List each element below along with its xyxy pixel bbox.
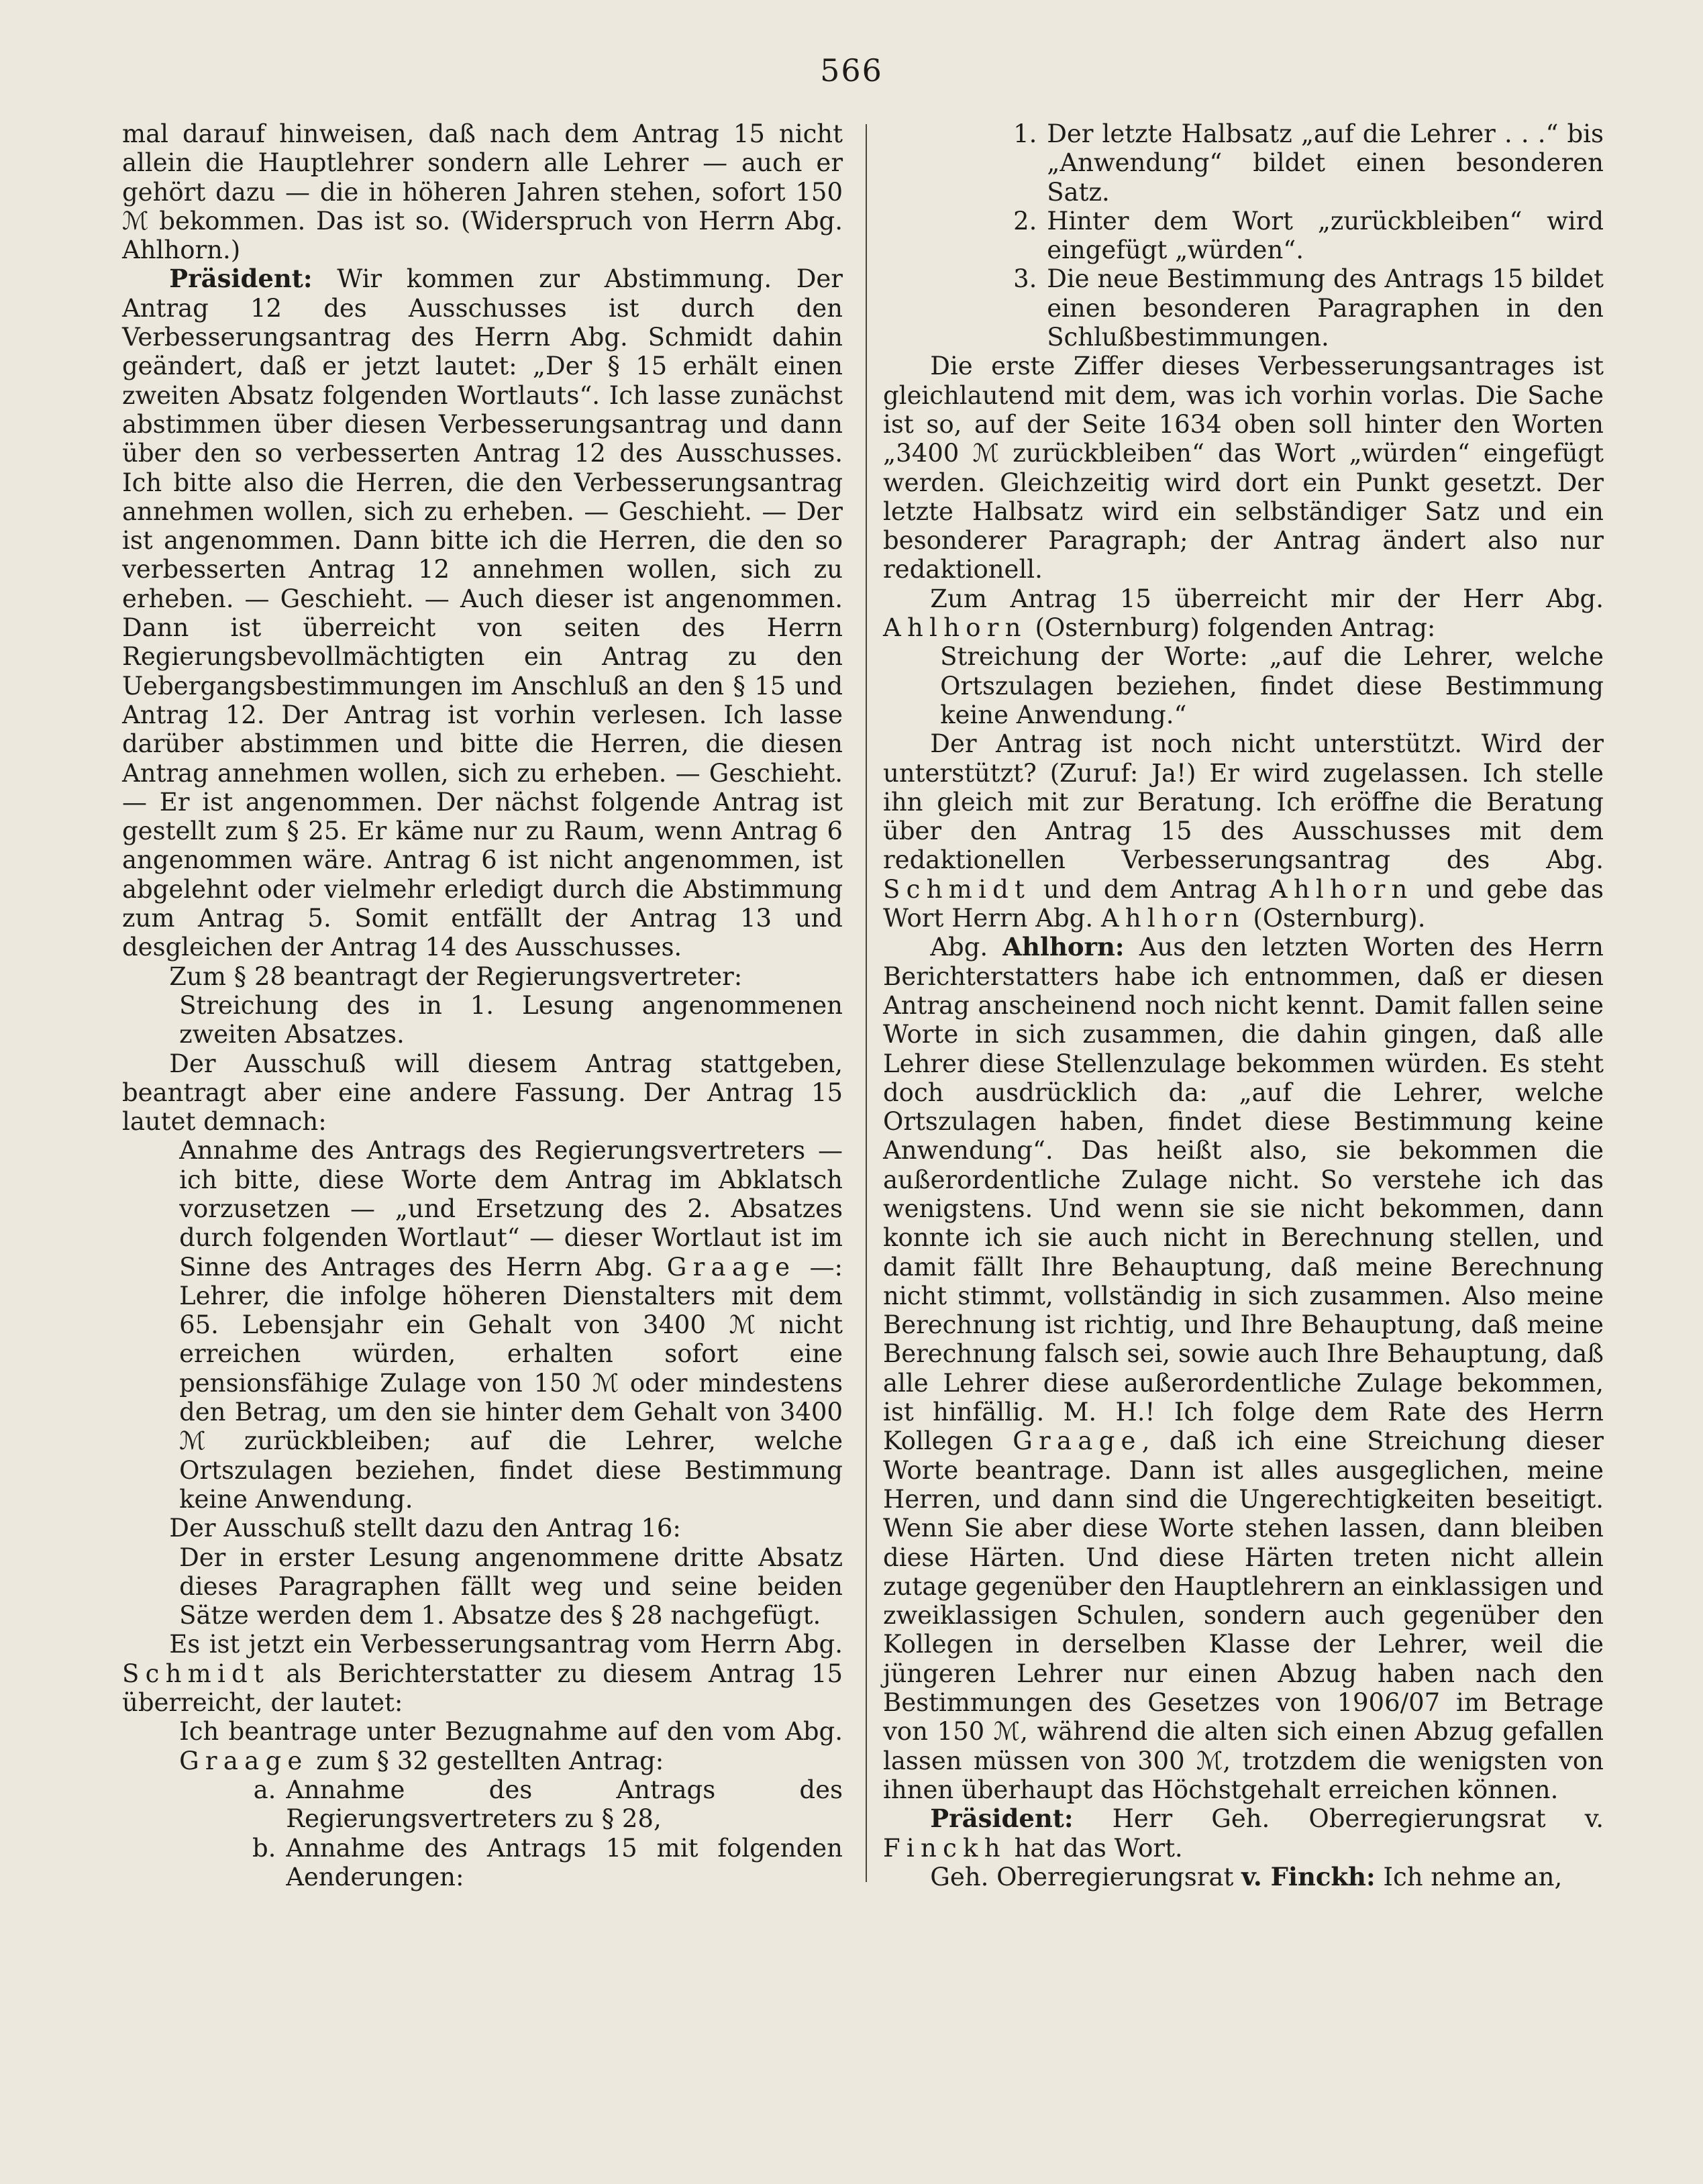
quoted-motion [179,1136,843,1514]
speaker-name: Präsident: [930,1804,1074,1834]
paragraph [883,1804,1604,1863]
paragraph: Zum § 28 beantragt der Regierungsvertreter: [169,961,743,991]
paragraph-text: und gebe das Wort Herrn Abg. [883,874,1604,933]
spaced-name: Ahlhorn [1100,904,1245,933]
spaced-name: Finckh [883,1833,1007,1863]
column-divider [866,124,867,1882]
paragraph-text: Geh. Oberregierungsrat [930,1862,1242,1891]
paragraph [883,1863,1604,1891]
quoted-motion [179,1717,843,1775]
list-label: b. [252,1833,276,1863]
paragraph [883,584,1604,643]
right-column [883,119,1604,1891]
spaced-name: Graage [179,1746,309,1775]
paragraph-text: und dem Antrag [1031,874,1270,904]
spaced-name: Ahlhorn [883,613,1027,643]
speaker-name: Ahlhorn: [1002,932,1125,962]
list-item [990,119,1604,207]
list-label: 1. [1013,119,1037,148]
paragraph-text: Zum Antrag 15 überreicht mir der Herr Abg. [930,584,1604,613]
paragraph-text: als Berichterstatter zu diesem Antrag 15 überreicht, der lautet: [122,1659,843,1718]
list-item [990,207,1604,265]
paragraph-text: Der Antrag ist noch nicht unterstützt. Wird der unterstützt? (Zuruf: Ja!) Er wird zugelassen. Ich stelle ihn gleich mit zur Beratung. Ich eröffne die Beratung über den Antrag 15 des Ausschusses mit dem redaktionellen Verbesserungsantrag des Abg. [883,729,1604,875]
paragraph-text: Ich nehme an, [1375,1862,1563,1891]
left-column [122,119,843,1891]
list-label: 2. [1013,206,1037,236]
paragraph-text: hat das Wort. [1006,1833,1183,1863]
list-item [229,1834,843,1892]
list-label: 3. [1013,264,1037,294]
paragraph-text: zum § 32 gestellten Antrag: [308,1746,664,1775]
speaker-name: v. Finckh: [1241,1861,1376,1891]
list-text: Annahme des Antrags des Regierungsvertreters zu § 28, [286,1775,843,1834]
quoted-motion: Streichung der Worte: „auf die Lehrer, welche Ortszulagen beziehen, findet diese Bestimmung keine Anwendung.“ [940,642,1604,729]
paragraph-text: —: Lehrer, die infolge höheren Dienstalters mit dem 65. Lebensjahr ein Gehalt von 3400 ℳ nicht erreichen würden, erhalten sofort eine pensionsfähige Zulage von 150 ℳ oder mindestens den Betrag, um den sie hinter dem Gehalt von 3400 ℳ zurückbleiben; auf die Lehrer, welche Ortszulagen beziehen, findet diese Bestimmung keine Anwendung. [179,1252,843,1514]
paragraph-text: Abg. [930,933,1003,962]
page-number: 566 [820,52,883,89]
paragraph-text: (Osternburg) folgenden Antrag: [1027,613,1436,643]
list-text: Der letzte Halbsatz „auf die Lehrer . . .“ bis „Anwendung“ bildet einen besonderen Satz. [1047,119,1604,207]
quoted-motion: Der in erster Lesung angenommene dritte Absatz dieses Paragraphen fällt weg und seine beiden Sätze werden dem 1. Absatze des § 28 nachgefügt. [179,1543,843,1630]
paragraph: Die erste Ziffer dieses Verbesserungsantrages ist gleichlautend mit dem, was ich vorhin vorlas. Die Sache ist so, auf der Seite 1634 oben soll hinter den Worten „3400 ℳ zurückbleiben“ das Wort „würden“ eingefügt werden. Gleichzeitig wird dort ein Punkt gesetzt. Der letzte Halbsatz wird ein selbständiger Satz und ein besonderer Paragraph; der Antrag ändert also nur redaktionell. [883,352,1604,584]
paragraph-text: Es ist jetzt ein Verbesserungsantrag vom Herrn Abg. [169,1630,843,1659]
paragraph: Der Ausschuß will diesem Antrag stattgeben, beantragt aber eine andere Fassung. Der Antrag 15 lautet demnach: [122,1049,843,1137]
paragraph-text: Annahme des Antrags des Regierungsvertreters — ich bitte, diese Worte dem Antrag im Abklatsch vorzusetzen — „und Ersetzung des 2. Absatzes durch folgenden Wortlaut“ — dieser Wortlaut ist im Sinne des Antrages des Herrn Abg. [179,1136,843,1282]
spaced-name: Ahlhorn [1269,874,1414,904]
paragraph [122,1630,843,1717]
paragraph-text: Herr Geh. Oberregierungsrat v. [1073,1804,1604,1834]
list-text: Annahme des Antrags 15 mit folgenden Aenderungen: [286,1833,843,1891]
paragraph-text: Ich beantrage unter Bezugnahme auf den vom Abg. [179,1717,843,1747]
paragraph [883,933,1604,1804]
spaced-name: Graage [666,1252,796,1282]
list-label: a. [253,1775,276,1804]
paragraph-text: (Osternburg). [1245,904,1426,933]
list-text: Die neue Bestimmung des Antrags 15 bildet einen besonderen Paragraphen in den Schlußbestimmungen. [1047,264,1604,352]
spaced-name: Graage [1013,1426,1142,1456]
quoted-motion: Streichung des in 1. Lesung angenommenen zweiten Absatzes. [179,990,843,1049]
list-item [229,1775,843,1834]
paragraph: mal darauf hinweisen, daß nach dem Antrag 15 nicht allein die Hauptlehrer sondern alle Lehrer — auch er gehört dazu — die in höheren Jahren stehen, sofort 150 ℳ bekommen. Das ist so. (Widerspruch von Herrn Abg. Ahlhorn.) [122,119,843,265]
list-text: Hinter dem Wort „zurückbleiben“ wird eingefügt „würden“. [1047,206,1604,265]
paragraph [122,264,843,961]
paragraph [883,729,1604,933]
paragraph: Der Ausschuß stellt dazu den Antrag 16: [169,1514,681,1543]
list-item [990,264,1604,352]
spaced-name: Schmidt [883,874,1031,904]
paragraph-text: Wir kommen zur Abstimmung. Der Antrag 12 des Ausschusses ist durch den Verbesserungsantrag des Herrn Abg. Schmidt dahin geändert, daß er jetzt lautet: „Der § 15 erhält einen zweiten Absatz folgenden Wortlauts“. Ich lasse zunächst abstimmen über diesen Verbesserungsantrag und dann über den so verbesserten Antrag 12 des Ausschusses. Ich bitte also die Herren, die den Verbesserungsantrag annehmen wollen, sich zu erheben. — Geschieht. — Der ist angenommen. Dann bitte ich die Herren, die den so verbesserten Antrag 12 annehmen wollen, sich zu erheben. — Geschieht. — Auch dieser ist angenommen. Dann ist überreicht von seiten des Herrn Regierungsbevollmächtigten ein Antrag zu den Uebergangsbestimmungen im Anschluß an den § 15 und Antrag 12. Der Antrag ist vorhin verlesen. Ich lasse darüber abstimmen und bitte die Herren, die diesen Antrag annehmen wollen, sich zu erheben. — Geschieht. — Er ist angenommen. Der nächst folgende Antrag ist gestellt zum § 25. Er käme nur zu Raum, wenn Antrag 6 angenommen wäre. Antrag 6 ist nicht angenommen, ist abgelehnt oder vielmehr erledigt durch die Abstimmung zum Antrag 5. Somit entfällt der Antrag 13 und desgleichen der Antrag 14 des Ausschusses. [122,264,843,962]
paragraph-text: Aus den letzten Worten des Herrn Berichterstatters habe ich entnommen, daß er diesen Antrag anscheinend noch nicht kennt. Damit fallen seine Worte in sich zusammen, die dahin gingen, daß alle Lehrer diese Stellenzulage bekommen würden. Es steht doch ausdrücklich da: „auf die Lehrer, welche Ortszulagen haben, findet diese Bestimmung keine Anwendung“. Das heißt also, sie bekommen die außerordentliche Zulage nicht. So verstehe ich das wenigstens. Und wenn sie sie nicht bekommen, dann konnte ich sie auch nicht in Berechnung stellen, und damit fällt Ihre Behauptung, daß meine Berechnung nicht stimmt, vollständig in sich zusammen. Also meine Berechnung ist richtig, und Ihre Behauptung, daß meine Berechnung falsch sei, sowie auch Ihre Behauptung, daß alle Lehrer diese außerordentliche Zulage bekommen, ist hinfällig. M. H.! Ich folge dem Rate des Herrn Kollegen [883,933,1604,1456]
paragraph-text: , daß ich eine Streichung dieser Worte beantrage. Dann ist alles ausgeglichen, meine Herren, und dann sind die Ungerechtigkeiten beseitigt. Wenn Sie aber diese Worte stehen lassen, dann bleiben diese Härten. Und diese Härten treten nicht allein zutage gegenüber den Hauptlehrern an einklassigen und zweiklassigen Schulen, sondern auch gegenüber den Kollegen in derselben Klasse der Lehrer, weil die jüngeren Lehrer nur einen Abzug haben nach den Bestimmungen des Gesetzes von 1906/07 im Betrage von 150 ℳ, während die alten sich einen Abzug gefallen lassen müssen von 300 ℳ, trotzdem die wenigsten von ihnen überhaupt das Höchstgehalt erreichen können. [883,1426,1604,1804]
speaker-name: Präsident: [169,264,313,294]
spaced-name: Schmidt [122,1659,270,1688]
